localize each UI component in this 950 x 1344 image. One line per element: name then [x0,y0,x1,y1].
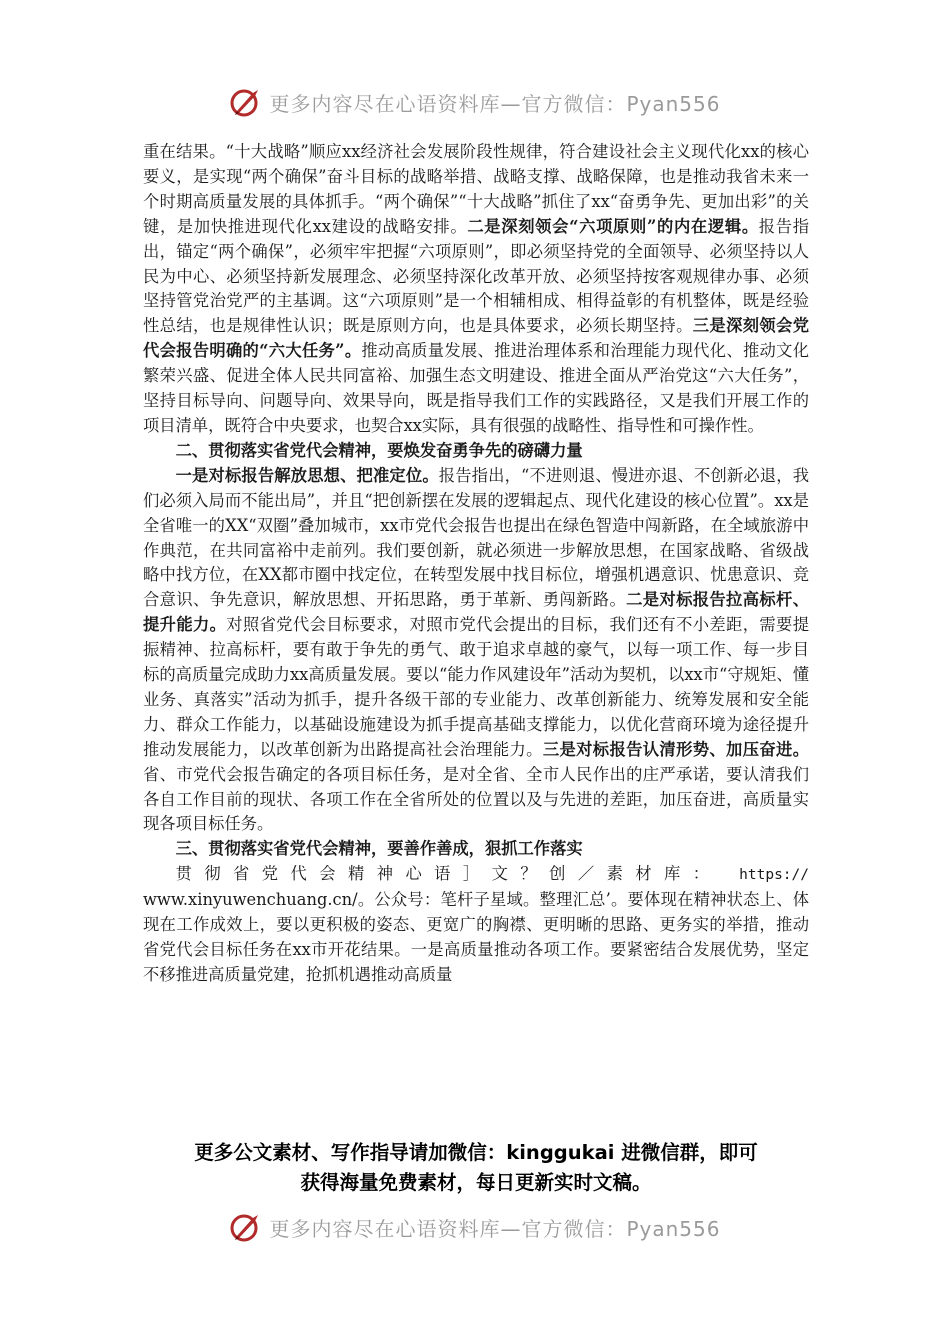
document-body [143,140,809,988]
banner-text: 更多内容尽在心语资料库—官方微信：Pyan556 [269,91,721,116]
pen-logo-icon [229,85,263,119]
section-heading-3: 三、贯彻落实省党代会精神，要善作善成，狠抓工作落实 [175,839,583,859]
header-banner [0,82,950,122]
text-run: 报告指出，“不进则退、慢进亦退、不创新必退，我们必须入局而不能出局”，并且“把创新摆在发展的逻辑起点、现代化建设的核心位置”。xx是全省唯一的XX“双圈”叠加城市，xx市党代会报告也提出在绿色智造中闯新路，在全域旅游中作典范，在共同富裕中走前列。我们要创新，就必须进一步解放思想，在国家战略、省级战略中找方位，在XX都市圈中找定位，在转型发展中找目标位，增强机遇意识、忧患意识、竞合意识、争先意识，解放思想、开拓思路，勇于革新、勇闯新路。 [143,465,809,610]
promo-line-2: 获得海量免费素材，每日更新实时文稿。 [300,1171,652,1194]
text-run: 推动高质量发展、推进治理体系和治理能力现代化、推动文化繁荣兴盛、促进全体人民共同富裕、加强生态文明建设、推进全面从严治党这“六大任务”，坚持目标导向、问题导向、效果导向，既是指导我们工作的实践路径，又是我们开展工作的项目清单，既符合中央要求，也契合xx实际，具有很强的战略性、指导性和可操作性。 [143,341,809,435]
paragraph-2 [143,464,809,838]
footer-banner [0,1207,950,1247]
paragraph-3 [143,888,809,988]
bold-run: 二是深刻领会“六项原则”的内在逻辑。 [467,216,759,236]
section-heading-2: 二、贯彻落实省党代会精神，要焕发奋勇争先的磅礴力量 [175,440,583,460]
text-run: 对照省党代会目标要求，对照市党代会提出的目标，我们还有不小差距，需要提振精神、拉高标杆，要有敢于争先的勇气、敢于追求卓越的豪气，以每一项工作、每一步目标的高质量完成助力xx高质量发展。要以“能力作风建设年”活动为契机，以xx市“守规矩、懂业务、真落实”活动为抓手，提升各级干部的专业能力、改革创新能力、统筹发展和安全能力、群众工作能力，以基础设施建设为抓手提高基础支撑能力，以优化营商环境为途径提升推动发展能力，以改革创新为出路提高社会治理能力。 [143,615,810,759]
promo-line-1: 更多公文素材、写作指导请加微信：kinggukai 进微信群，即可 [194,1141,758,1164]
bold-run: 一是对标报告解放思想、把准定位。 [175,465,439,485]
bold-run: 二是对标报告拉高标杆、提升能力。 [143,590,809,635]
text-run: 省、市党代会报告确定的各项目标任务，是对全省、全市人民作出的庄严承诺，要认清我们各自工作目前的现状、各项工作在全省所处的位置以及与先进的差距，加压奋进，高质量实现各项目标任务。 [143,764,809,834]
banner-text: 更多内容尽在心语资料库—官方微信：Pyan556 [269,1216,721,1241]
url-text: https:// [739,867,809,884]
text-run: www.xinyuwenchuang.cn/。公众号：笔杆子星域。整理汇总’。要体现在精神状态上、体现在工作成效上，要以更积极的姿态、更宽广的胸襟、更明晰的思路、更务实的举措，推动省党代会目标任务在xx市开花结果。一是高质量推动各项工作。要紧密结合发展优势，坚定不移推进高质量党建，抢抓机遇推动高质量 [143,890,809,984]
bold-run: 三是深刻领会党代会报告明确的“六大任务”。 [143,316,809,361]
paragraph-3-line-1 [143,862,809,888]
promo-notice [143,1138,809,1198]
bold-run: 三是对标报告认清形势、加压奋进。 [542,739,809,759]
text-run: 重在结果。“十大战略”顺应xx经济社会发展阶段性规律，符合建设社会主义现代化xx的核心要义，是实现“两个确保”奋斗目标的战略举措、战略支撑、战略保障，也是推动我省未来一个时期高质量发展的具体抓手。“两个确保”“十大战略”抓住了xx“奋勇争先、更加出彩”的关键，是加快推进现代化xx建设的战略安排。 [143,142,809,236]
text-run: 报告指出，锚定“两个确保”，必须牢牢把握“六项原则”，即必须坚持党的全面领导、必须坚持以人民为中心、必须坚持新发展理念、必须坚持深化改革开放、必须坚持按客观规律办事、必须坚持管党治党严的主基调。这“六项原则”是一个相辅相成、相得益彰的有机整体，既是经验性总结，也是规律性认识；既是原则方向，也是具体要求，必须长期坚持。 [143,216,809,336]
text-run: 贯彻省党代会精神心语］文？创／素材库： [175,864,722,884]
paragraph-1 [143,140,809,439]
pen-logo-icon [229,1210,263,1244]
